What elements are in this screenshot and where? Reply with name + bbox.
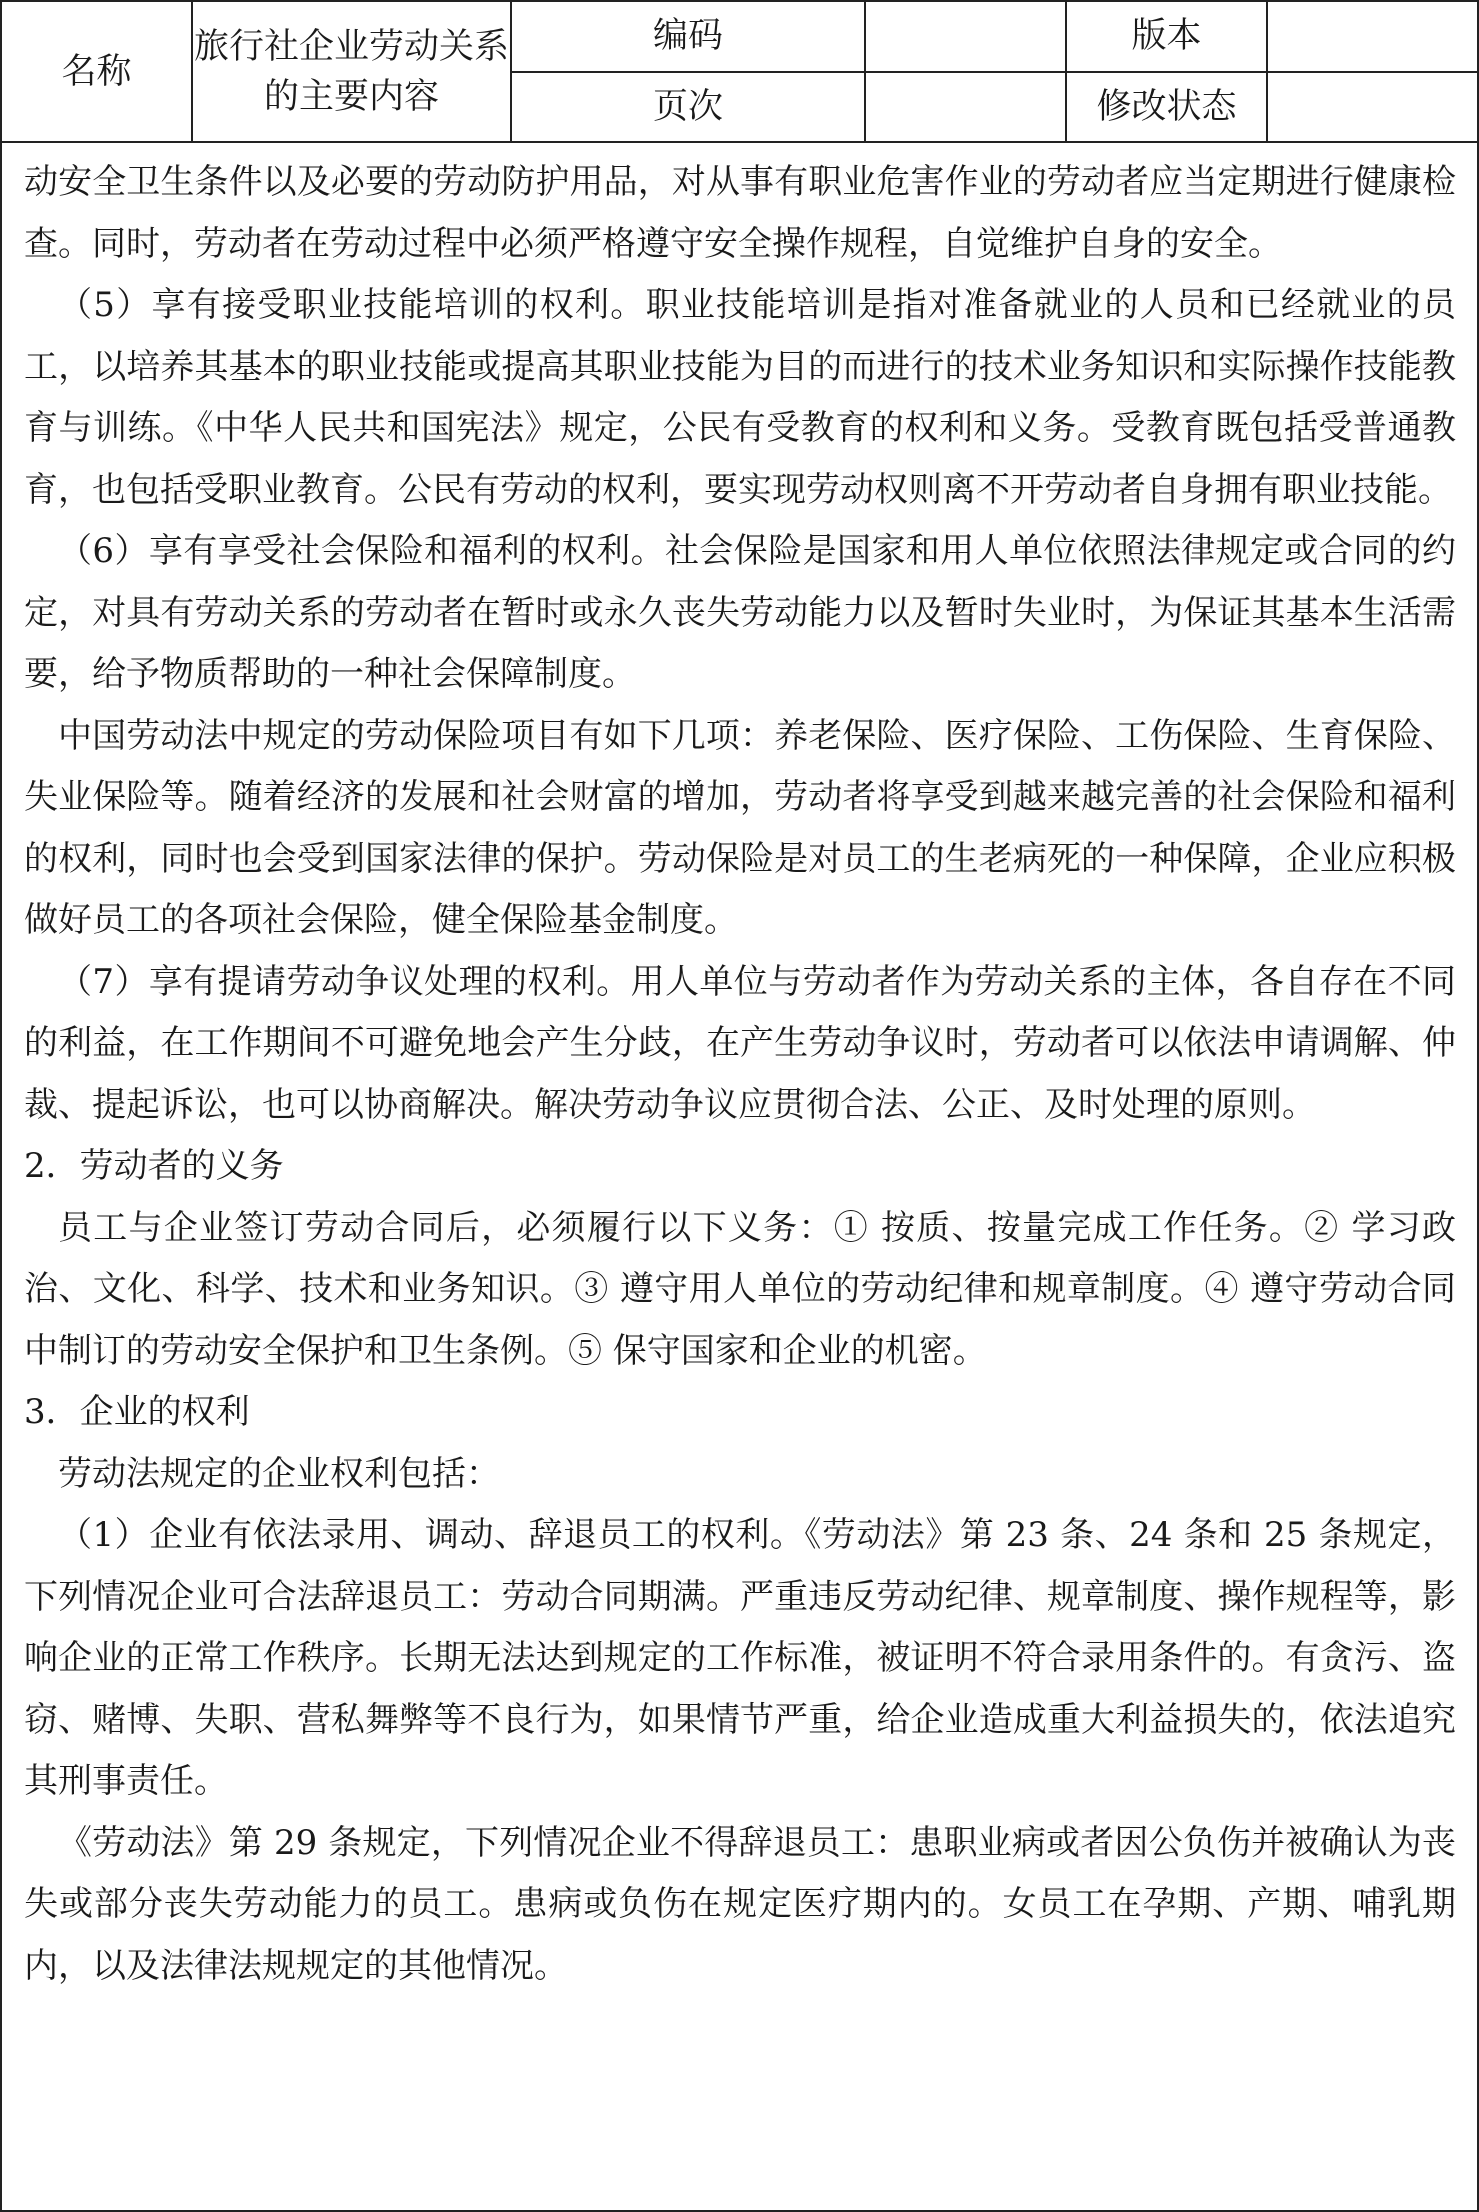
version-value xyxy=(1267,1,1479,72)
document-header-table xyxy=(0,0,1479,143)
paragraph-enterprise-rights-intro: 劳动法规定的企业权利包括： xyxy=(58,1453,500,1494)
document-title-line-2: 的主要内容 xyxy=(263,76,439,117)
version-label: 版本 xyxy=(1066,1,1267,72)
document-title-line-1: 旅行社企业劳动关系 xyxy=(193,26,509,67)
code-label: 编码 xyxy=(511,1,865,72)
paragraph-article-29: 《劳动法》第 29 条规定，下列情况企业不得辞退员工：患职业病或者因公负伤并被确认为丧失或部分丧失劳动能力的员工。患病或负伤在规定医疗期内的。女员工在孕期、产期、哺乳期内，以及法律法规规定的其他情况。 xyxy=(24,1822,1456,1986)
paragraph-enterprise-right-1: （1）企业有依法录用、调动、辞退员工的权利。《劳动法》第 23 条、24 条和 25 条规定，下列情况企业可合法辞退员工：劳动合同期满。严重违反劳动纪律、规章制度、操作规程等，影响企业的正常工作秩序。长期无法达到规定的工作标准，被证明不符合录用条件的。有贪污、盗窃、赌博、失职、营私舞弊等不良行为，如果情节严重，给企业造成重大利益损失的，依法追究其刑事责任。 xyxy=(24,1515,1456,1801)
paragraph-right-5: （5）享有接受职业技能培训的权利。职业技能培训是指对准备就业的人员和已经就业的员工，以培养其基本的职业技能或提高其职业技能为目的而进行的技术业务知识和实际操作技能教育与训练。《中华人民共和国宪法》规定，公民有受教育的权利和义务。受教育既包括受普通教育，也包括受职业教育。公民有劳动的权利，要实现劳动权则离不开劳动者自身拥有职业技能。 xyxy=(24,285,1456,510)
section-heading-enterprise-rights: 3．企业的权利 xyxy=(24,1392,250,1432)
paragraph-right-7: （7）享有提请劳动争议处理的权利。用人单位与劳动者作为劳动关系的主体，各自存在不同的利益，在工作期间不可避免地会产生分歧，在产生劳动争议时，劳动者可以依法申请调解、仲裁、提起诉讼，也可以协商解决。解决劳动争议应贯彻合法、公正、及时处理的原则。 xyxy=(24,961,1456,1125)
code-value xyxy=(865,1,1066,72)
name-label: 名称 xyxy=(1,1,192,142)
revision-value xyxy=(1267,72,1479,143)
paragraph-obligations: 员工与企业签订劳动合同后，必须履行以下义务：① 按质、按量完成工作任务。② 学习政治、文化、科学、技术和业务知识。③ 遵守用人单位的劳动纪律和规章制度。④ 遵守劳动合同中制订的劳动安全保护和卫生条例。⑤ 保守国家和企业的机密。 xyxy=(24,1207,1456,1371)
document-title xyxy=(192,1,511,142)
paragraph-right-6: （6）享有享受社会保险和福利的权利。社会保险是国家和用人单位依照法律规定或合同的约定，对具有劳动关系的劳动者在暂时或永久丧失劳动能力以及暂时失业时，为保证其基本生活需要，给予物质帮助的一种社会保障制度。 xyxy=(24,531,1456,694)
paragraph-insurance: 中国劳动法中规定的劳动保险项目有如下几项：养老保险、医疗保险、工伤保险、生育保险、失业保险等。随着经济的发展和社会财富的增加，劳动者将享受到越来越完善的社会保险和福利的权利，同时也会受到国家法律的保护。劳动保险是对员工的生老病死的一种保障，企业应积极做好员工的各项社会保险，健全保险基金制度。 xyxy=(24,715,1456,940)
page-value xyxy=(865,72,1066,143)
body-content xyxy=(24,152,1456,1997)
revision-label: 修改状态 xyxy=(1066,72,1267,143)
section-heading-obligations: 2．劳动者的义务 xyxy=(24,1146,284,1186)
page-label: 页次 xyxy=(511,72,865,143)
paragraph-continuation: 动安全卫生条件以及必要的劳动防护用品，对从事有职业危害作业的劳动者应当定期进行健康检查。同时，劳动者在劳动过程中必须严格遵守安全操作规程，自觉维护自身的安全。 xyxy=(24,162,1456,264)
